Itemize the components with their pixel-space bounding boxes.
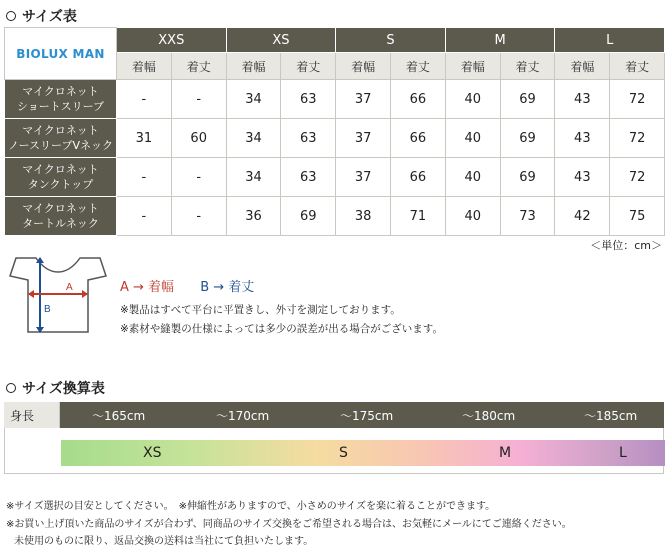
size-header-xs: XS xyxy=(226,28,336,53)
size-value-cell: 72 xyxy=(610,80,665,119)
size-header-l: L xyxy=(555,28,665,53)
conversion-header xyxy=(4,402,664,428)
circle-bullet-icon xyxy=(6,11,16,21)
size-table-title xyxy=(6,6,77,26)
size-value-cell: 40 xyxy=(445,80,500,119)
footer-note-1: ※サイズ選択の目安としてください。 ※伸縮性がありますので、小さめのサイズを楽に着ることができます。 xyxy=(6,501,496,512)
product-label-line1: マイクロネット xyxy=(22,202,99,215)
footer-note-2: ※お買い上げ頂いた商品のサイズが合わず、同商品のサイズ交換をご希望される場合は、お気軽にメールにてご連絡ください。 xyxy=(6,519,572,530)
height-165: ～165cm xyxy=(92,408,146,423)
size-value-cell: 37 xyxy=(336,80,391,119)
size-value-cell: 63 xyxy=(281,158,336,197)
sub-header-width: 着幅 xyxy=(445,53,500,80)
size-value-cell: 69 xyxy=(500,119,555,158)
product-label xyxy=(5,119,117,158)
size-value-cell: 60 xyxy=(171,119,226,158)
conversion-body xyxy=(4,428,664,474)
size-value-cell: - xyxy=(171,80,226,119)
table-row xyxy=(5,158,665,197)
height-180: ～180cm xyxy=(462,408,516,423)
circle-bullet-icon xyxy=(6,383,16,393)
sub-header-width: 着幅 xyxy=(226,53,281,80)
conversion-title xyxy=(6,378,105,398)
product-label-line2: ショートスリーブ xyxy=(16,100,105,113)
size-value-cell: 43 xyxy=(555,158,610,197)
product-label-line1: マイクロネット xyxy=(22,85,99,98)
size-value-cell: 66 xyxy=(391,158,446,197)
height-label: 身長 xyxy=(4,402,60,428)
size-value-cell: 63 xyxy=(281,119,336,158)
size-value-cell: 75 xyxy=(610,197,665,236)
size-label-l: L xyxy=(619,445,627,461)
size-value-cell: 66 xyxy=(391,119,446,158)
measure-note-1: ※製品はすべて平台に平置きし、外寸を測定しております。 xyxy=(120,304,401,316)
sub-header-length: 着丈 xyxy=(500,53,555,80)
size-value-cell: 69 xyxy=(500,158,555,197)
size-value-cell: 40 xyxy=(445,119,500,158)
size-value-cell: 40 xyxy=(445,197,500,236)
size-value-cell: - xyxy=(117,80,172,119)
product-label xyxy=(5,158,117,197)
sub-header-length: 着丈 xyxy=(281,53,336,80)
size-value-cell: 34 xyxy=(226,119,281,158)
size-header-m: M xyxy=(445,28,555,53)
size-value-cell: 69 xyxy=(500,80,555,119)
size-value-cell: - xyxy=(171,197,226,236)
height-185: ～185cm xyxy=(584,408,638,423)
size-value-cell: 43 xyxy=(555,119,610,158)
size-value-cell: 31 xyxy=(117,119,172,158)
sub-header-length: 着丈 xyxy=(171,53,226,80)
size-value-cell: - xyxy=(117,197,172,236)
size-label-xs: XS xyxy=(143,445,162,461)
size-value-cell: 73 xyxy=(500,197,555,236)
size-table-title-text: サイズ表 xyxy=(22,9,77,25)
size-value-cell: 71 xyxy=(391,197,446,236)
size-value-cell: 38 xyxy=(336,197,391,236)
table-row xyxy=(5,80,665,119)
size-label-s: S xyxy=(339,445,348,461)
size-value-cell: 37 xyxy=(336,119,391,158)
table-row xyxy=(5,119,665,158)
product-label-line2: ノースリーブVネック xyxy=(7,139,114,152)
sub-header-width: 着幅 xyxy=(555,53,610,80)
size-value-cell: - xyxy=(117,158,172,197)
size-value-cell: 66 xyxy=(391,80,446,119)
footer-note-3: 未使用のものに限り、返品交換の送料は当社にて負担いたします。 xyxy=(14,536,314,547)
size-value-cell: 72 xyxy=(610,158,665,197)
diagram-label-b: B xyxy=(44,304,51,315)
size-value-cell: 34 xyxy=(226,80,281,119)
size-header-xxs: XXS xyxy=(117,28,227,53)
size-value-cell: 43 xyxy=(555,80,610,119)
legend-a: A → 着幅 xyxy=(120,280,175,295)
product-label xyxy=(5,197,117,236)
size-value-cell: 40 xyxy=(445,158,500,197)
size-value-cell: 34 xyxy=(226,158,281,197)
height-170: ～170cm xyxy=(216,408,270,423)
sub-header-length: 着丈 xyxy=(610,53,665,80)
measure-legend xyxy=(120,276,254,295)
size-value-cell: 72 xyxy=(610,119,665,158)
unit-label: ＜単位：cm＞ xyxy=(590,239,662,252)
size-value-cell: 42 xyxy=(555,197,610,236)
measure-note-2: ※素材や縫製の仕様によっては多少の誤差が出る場合がございます。 xyxy=(120,323,443,335)
sub-header-width: 着幅 xyxy=(336,53,391,80)
height-175: ～175cm xyxy=(340,408,394,423)
product-label-line1: マイクロネット xyxy=(22,163,99,176)
sub-header-length: 着丈 xyxy=(391,53,446,80)
product-label-line2: タートルネック xyxy=(22,217,99,230)
product-label-line1: マイクロネット xyxy=(22,124,99,137)
legend-b: B → 着丈 xyxy=(200,280,255,295)
size-value-cell: 37 xyxy=(336,158,391,197)
size-header-s: S xyxy=(336,28,446,53)
diagram-label-a: A xyxy=(66,282,73,293)
size-table xyxy=(4,27,665,236)
size-value-cell: 36 xyxy=(226,197,281,236)
size-value-cell: - xyxy=(171,158,226,197)
sub-header-width: 着幅 xyxy=(117,53,172,80)
size-label-m: M xyxy=(499,445,512,461)
tshirt-measure-diagram xyxy=(8,254,108,336)
size-value-cell: 69 xyxy=(281,197,336,236)
product-label xyxy=(5,80,117,119)
table-row xyxy=(5,197,665,236)
product-label-line2: タンクトップ xyxy=(27,178,94,191)
size-value-cell: 63 xyxy=(281,80,336,119)
brand-logo: BIOLUX MAN xyxy=(5,28,117,80)
conversion-title-text: サイズ換算表 xyxy=(22,381,105,397)
